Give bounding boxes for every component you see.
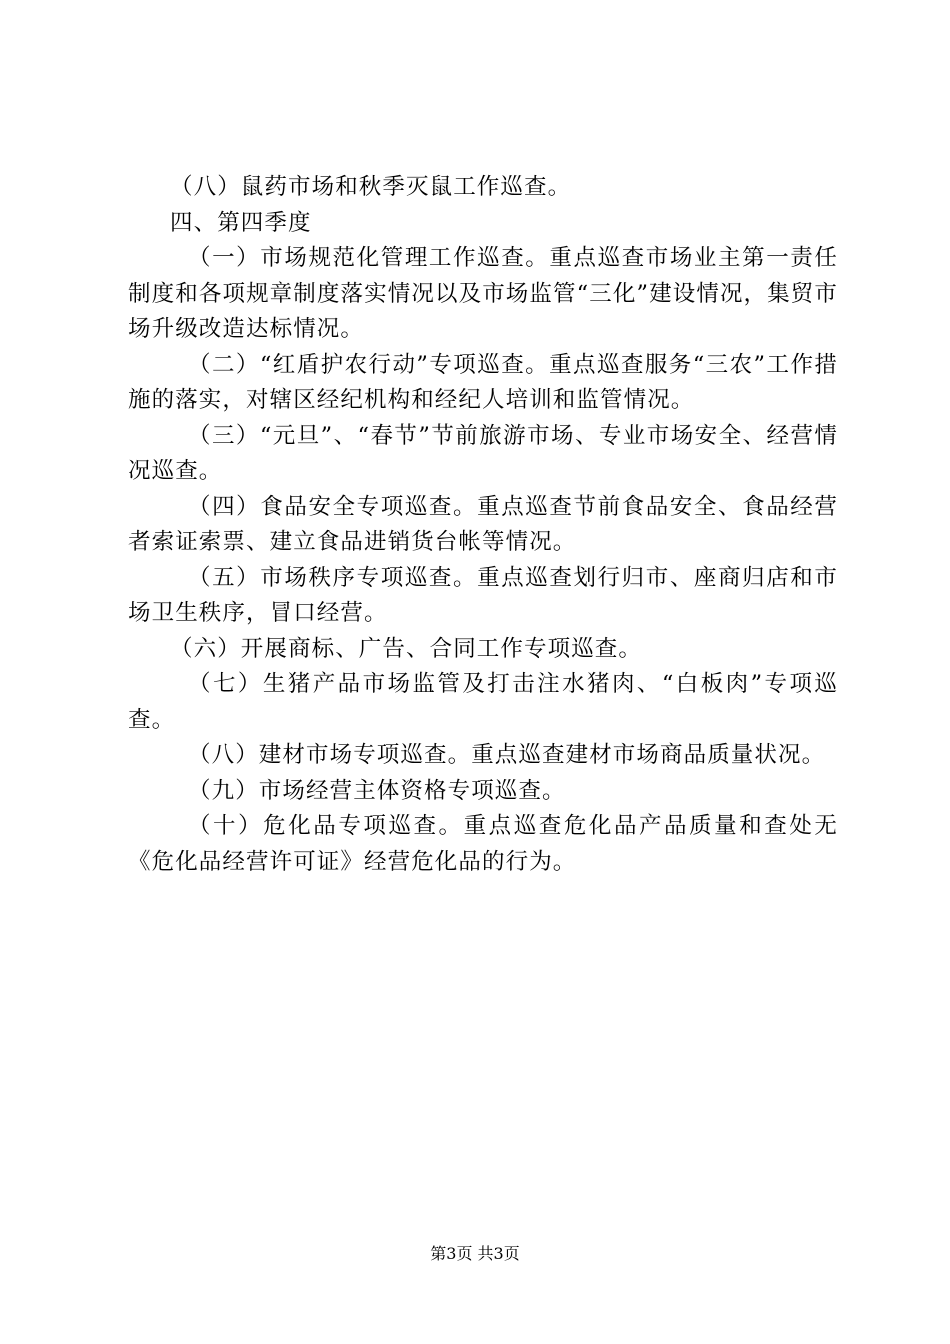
paragraph-business-qualification: （九）市场经营主体资格专项巡查。 [188, 777, 566, 804]
paragraph-building-materials: （八）建材市场专项巡查。重点巡查建材市场商品质量状况。 [188, 742, 826, 768]
paragraph-holiday-markets: （三）“元旦”、“春节”节前旅游市场、专业市场安全、经营情况巡查。 [128, 422, 838, 484]
paragraph-hazardous-chemicals: （十）危化品专项巡查。重点巡查危化品产品质量和查处无《危化品经营许可证》经营危化品的行为。 [128, 813, 838, 875]
page-number-footer: 第3页 共3页 [430, 1244, 520, 1263]
paragraph-red-shield-farm: （二）“红盾护农行动”专项巡查。重点巡查服务“三农”工作措施的落实，对辖区经纪机构和经纪人培训和监管情况。 [128, 351, 838, 413]
paragraph-food-safety: （四）食品安全专项巡查。重点巡查节前食品安全、食品经营者索证索票、建立食品进销货台帐等情况。 [128, 493, 838, 555]
paragraph-market-standardization: （一）市场规范化管理工作巡查。重点巡查市场业主第一责任制度和各项规章制度落实情况以及市场监管“三化”建设情况，集贸市场升级改造达标情况。 [128, 245, 838, 342]
document-body [128, 170, 838, 880]
paragraph-pork-products: （七）生猪产品市场监管及打击注水猪肉、“白板肉”专项巡查。 [128, 671, 838, 733]
section-heading-q4: 四、第四季度 [170, 209, 312, 236]
paragraph-rat-poison-inspection: （八）鼠药市场和秋季灭鼠工作巡查。 [170, 174, 572, 200]
paragraph-market-order: （五）市场秩序专项巡查。重点巡查划行归市、座商归店和市场卫生秩序，冒口经营。 [128, 564, 838, 626]
paragraph-trademark-ads-contracts: （六）开展商标、广告、合同工作专项巡查。 [170, 635, 643, 662]
